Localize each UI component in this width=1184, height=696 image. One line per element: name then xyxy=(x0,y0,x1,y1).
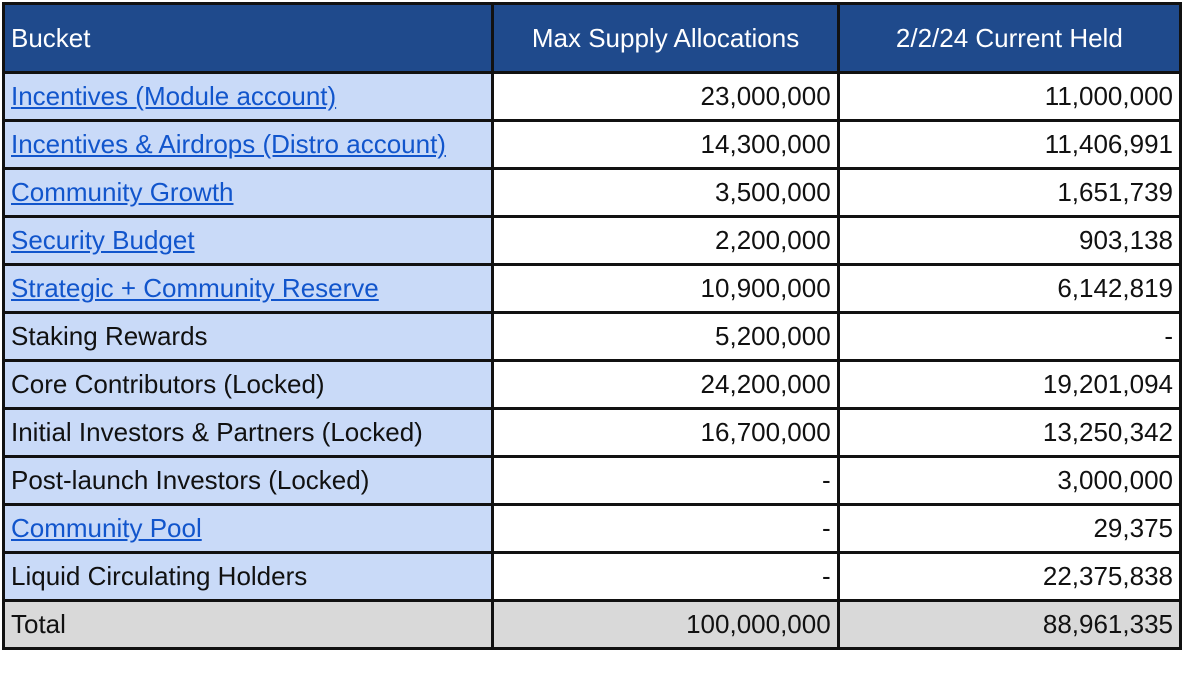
bucket-cell: Initial Investors & Partners (Locked) xyxy=(4,409,493,457)
table-row xyxy=(4,457,1181,505)
table-row xyxy=(4,73,1181,121)
max-supply-cell: 3,500,000 xyxy=(493,169,838,217)
current-held-cell: 29,375 xyxy=(838,505,1180,553)
current-held-cell: 6,142,819 xyxy=(838,265,1180,313)
max-supply-cell: - xyxy=(493,505,838,553)
bucket-link[interactable]: Strategic + Community Reserve xyxy=(11,273,379,303)
table-row xyxy=(4,505,1181,553)
current-held-cell: 22,375,838 xyxy=(838,553,1180,601)
current-held-cell: 19,201,094 xyxy=(838,361,1180,409)
total-label: Total xyxy=(4,601,493,649)
table-body xyxy=(4,73,1181,649)
bucket-link[interactable]: Incentives & Airdrops (Distro account) xyxy=(11,129,446,159)
bucket-link[interactable]: Incentives (Module account) xyxy=(11,81,337,111)
max-supply-cell: 10,900,000 xyxy=(493,265,838,313)
bucket-cell: Staking Rewards xyxy=(4,313,493,361)
header-max-supply: Max Supply Allocations xyxy=(493,4,838,73)
allocation-table xyxy=(2,2,1182,650)
table-row xyxy=(4,265,1181,313)
bucket-cell xyxy=(4,217,493,265)
table-row xyxy=(4,313,1181,361)
bucket-cell: Post-launch Investors (Locked) xyxy=(4,457,493,505)
bucket-cell xyxy=(4,505,493,553)
current-held-cell: 1,651,739 xyxy=(838,169,1180,217)
current-held-cell: 13,250,342 xyxy=(838,409,1180,457)
max-supply-cell: 16,700,000 xyxy=(493,409,838,457)
max-supply-cell: 23,000,000 xyxy=(493,73,838,121)
total-max-supply: 100,000,000 xyxy=(493,601,838,649)
bucket-link[interactable]: Security Budget xyxy=(11,225,195,255)
bucket-cell xyxy=(4,169,493,217)
table-row xyxy=(4,409,1181,457)
total-row xyxy=(4,601,1181,649)
bucket-cell: Core Contributors (Locked) xyxy=(4,361,493,409)
bucket-cell xyxy=(4,121,493,169)
bucket-link[interactable]: Community Growth xyxy=(11,177,234,207)
bucket-cell: Liquid Circulating Holders xyxy=(4,553,493,601)
current-held-cell: 3,000,000 xyxy=(838,457,1180,505)
table-row xyxy=(4,169,1181,217)
max-supply-cell: 24,200,000 xyxy=(493,361,838,409)
current-held-cell: 11,000,000 xyxy=(838,73,1180,121)
bucket-cell xyxy=(4,73,493,121)
max-supply-cell: 2,200,000 xyxy=(493,217,838,265)
max-supply-cell: - xyxy=(493,553,838,601)
current-held-cell: 11,406,991 xyxy=(838,121,1180,169)
table-row xyxy=(4,217,1181,265)
total-current-held: 88,961,335 xyxy=(838,601,1180,649)
table-row xyxy=(4,553,1181,601)
table-row xyxy=(4,361,1181,409)
bucket-cell xyxy=(4,265,493,313)
header-bucket: Bucket xyxy=(4,4,493,73)
header-current-held: 2/2/24 Current Held xyxy=(838,4,1180,73)
bucket-link[interactable]: Community Pool xyxy=(11,513,202,543)
current-held-cell: - xyxy=(838,313,1180,361)
header-row xyxy=(4,4,1181,73)
table-row xyxy=(4,121,1181,169)
max-supply-cell: 14,300,000 xyxy=(493,121,838,169)
max-supply-cell: 5,200,000 xyxy=(493,313,838,361)
max-supply-cell: - xyxy=(493,457,838,505)
current-held-cell: 903,138 xyxy=(838,217,1180,265)
